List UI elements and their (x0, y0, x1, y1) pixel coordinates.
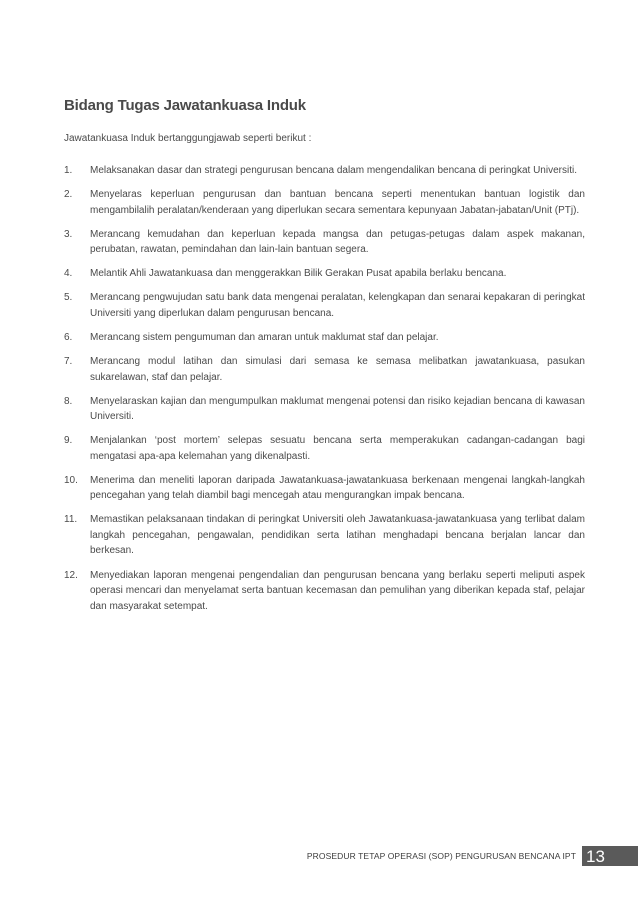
item-text: Melantik Ahli Jawatankuasa dan menggerakkan Bilik Gerakan Pusat apabila berlaku bencana. (90, 268, 507, 280)
footer-title: PROSEDUR TETAP OPERASI (SOP) PENGURUSAN BENCANA IPT (306, 851, 576, 861)
item-text: Merancang kemudahan dan keperluan kepada mangsa dan petugas-petugas dalam aspek makanan, perubatan, rawatan, pemindahan dan lain-lain bantuan segera. (90, 228, 585, 256)
list-item (64, 266, 585, 282)
item-text: Merancang pengwujudan satu bank data mengenai peralatan, kelengkapan dan senarai kepakaran di peringkat Universiti yang diperlukan dalam pengurusan bencana. (90, 292, 585, 319)
item-number: 6. (64, 331, 73, 343)
list-item (64, 473, 585, 504)
list-item (64, 568, 585, 615)
duties-list (64, 163, 585, 623)
item-number: 10. (64, 474, 78, 486)
intro-text: Jawatankuasa Induk bertanggungjawab seperti berikut : (64, 133, 312, 144)
item-number: 5. (64, 292, 73, 304)
item-text: Menerima dan meneliti laporan daripada Jawatankuasa-jawatankuasa berkenaan mengenai langkah-langkah pencegahan yang telah diambil bagi mencegah atau mengurangkan impak bencana. (90, 474, 585, 502)
item-text: Merancang modul latihan dan simulasi dari semasa ke semasa melibatkan jawatankuasa, pasukan sukarelawan, staf dan pelajar. (90, 356, 585, 383)
item-number: 4. (64, 268, 73, 280)
item-text: Melaksanakan dasar dan strategi pengurusan bencana dalam mengendalikan bencana di peringkat Universiti. (90, 165, 577, 176)
item-text: Merancang sistem pengumuman dan amaran untuk maklumat staf dan pelajar. (90, 331, 439, 343)
item-number: 9. (64, 435, 73, 447)
list-item (64, 330, 585, 346)
item-number: 8. (64, 395, 73, 407)
item-text: Menjalankan ‘post mortem’ selepas sesuatu bencana serta memperakukan cadangan-cadangan bagi mengatasi apa-apa kelemahan yang dikenalpasti. (90, 435, 585, 462)
item-number: 11. (64, 514, 78, 526)
item-number: 2. (64, 189, 73, 201)
list-item (64, 227, 585, 258)
item-number: 12. (64, 569, 78, 581)
item-number: 7. (64, 356, 73, 368)
item-text: Menyediakan laporan mengenai pengendalian dan pengurusan bencana yang berlaku seperti meliputi aspek operasi mencari dan menyelamat serta bantuan kecemasan dan pemulihan yang diberikan kepada staf, pelajar dan masyarakat setempat. (90, 569, 585, 612)
list-item (64, 354, 585, 385)
list-item (64, 394, 585, 425)
list-item (64, 187, 585, 218)
item-number: 3. (64, 228, 73, 240)
list-item (64, 433, 585, 464)
list-item (64, 163, 585, 179)
list-item (64, 512, 585, 559)
item-text: Memastikan pelaksanaan tindakan di peringkat Universiti oleh Jawatankuasa-jawatankuasa yang terlibat dalam langkah pencegahan, pengawalan, pendidikan serta latihan menghadapi bencana berjalan lancar dan berkesan. (90, 514, 585, 557)
item-text: Menyelaras keperluan pengurusan dan bantuan bencana seperti menentukan bantuan logistik dan mengambilalih peralatan/kenderaan yang diperlukan secara sementara kepunyaan Jabatan-jabatan/Unit (PTj). (90, 189, 585, 216)
section-heading: Bidang Tugas Jawatankuasa Induk (64, 97, 306, 114)
page-number: 13 (586, 847, 605, 866)
list-item (64, 290, 585, 321)
item-text: Menyelaraskan kajian dan mengumpulkan maklumat mengenai potensi dan risiko kejadian bencana di kawasan Universiti. (90, 395, 585, 423)
page-number-box (582, 846, 638, 866)
item-number: 1. (64, 165, 73, 176)
